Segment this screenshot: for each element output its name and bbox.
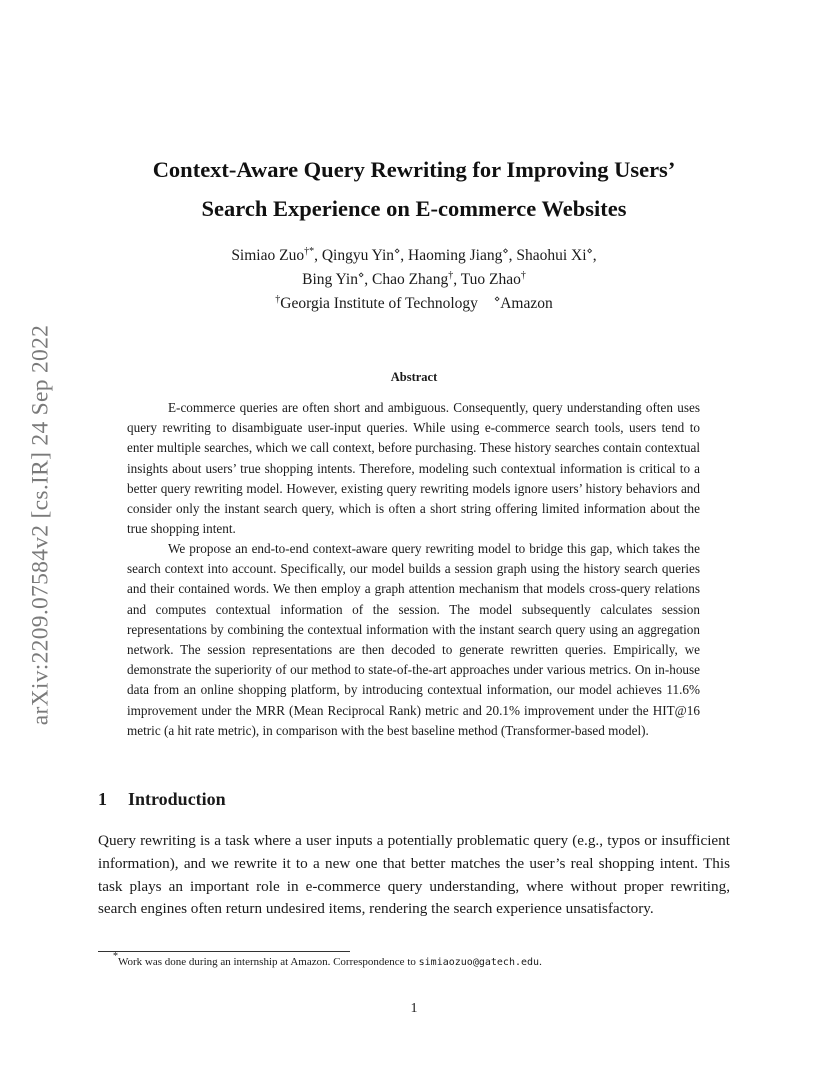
author-mark: ⋄ (357, 270, 365, 281)
affiliation-amazon: Amazon (500, 295, 553, 312)
author-mark: † (448, 270, 454, 281)
author-mark: † (520, 270, 526, 281)
paper-title-line-2: Search Experience on E-commerce Websites (201, 196, 627, 221)
author-line-2: Bing Yin⋄, Chao Zhang†, Tuo Zhao† (302, 270, 526, 288)
author-name: Chao Zhang (372, 271, 449, 288)
section-heading (98, 789, 226, 810)
affiliations (120, 292, 708, 316)
author-name: Bing Yin (302, 271, 358, 288)
author-mark: ⋄ (586, 246, 593, 257)
abstract-paragraph-text: E-commerce queries are often short and ambiguous. Consequently, query understanding often uses query rewriting to disambiguate user-input queries. While using e-commerce search tools, users tend to enter multiple searches, which we call context, before purchasing. These history searches contain contextual insights about users’ true shopping intents. Therefore, modeling such contextual information is critical to a better query rewriting model. However, existing query rewriting models ignore users’ history behaviors and consider only the instant search query, which is often a short string offering limited information about the true shopping intent. (127, 400, 700, 537)
abstract-paragraph-1 (127, 398, 700, 539)
author-line-1: Simiao Zuo†*, Qingyu Yin⋄, Haoming Jiang⋄, Shaohui Xi⋄, (231, 246, 597, 264)
author-name: Haoming Jiang (408, 247, 503, 264)
arxiv-identifier-stamp (23, 290, 59, 760)
footnote-rule (98, 951, 350, 952)
paper-title-line-1: Context-Aware Query Rewriting for Improving Users’ (152, 157, 676, 182)
affiliation-mark: † (275, 294, 281, 305)
author-name: Qingyu Yin (321, 247, 395, 264)
affiliation-georgia-tech: Georgia Institute of Technology (280, 295, 478, 312)
author-mark: ⋄ (394, 246, 401, 257)
footnote-end: . (539, 956, 542, 968)
footnote-text: Work was done during an internship at Amazon. Correspondence to (118, 956, 419, 968)
affiliation-mark: ⋄ (493, 294, 501, 305)
introduction-body (98, 830, 730, 921)
abstract-heading: Abstract (390, 370, 438, 384)
page-number: 1 (410, 1001, 418, 1016)
introduction-paragraph: Query rewriting is a task where a user inputs a potentially problematic query (e.g., typos or insufficient information), and we rewrite it to a new one that better matches the user’s real shopping intent. This task plays an important role in e-commerce query understanding, where without proper rewriting, search engines often return undesired items, rendering the search experience unsatisfactory. (98, 832, 730, 918)
arxiv-identifier-text: arXiv:2209.07584v2 [cs.IR] 24 Sep 2022 (27, 324, 54, 726)
footnote (113, 951, 733, 971)
author-name: Tuo Zhao (460, 271, 521, 288)
author-mark: †* (304, 246, 315, 257)
author-name: Simiao Zuo (231, 247, 305, 264)
author-mark: ⋄ (502, 246, 509, 257)
section-title: Introduction (128, 789, 226, 809)
author-name: Shaohui Xi (516, 247, 587, 264)
footnote-mark: * (113, 951, 118, 962)
section-number: 1 (98, 789, 107, 809)
abstract-paragraph-2 (127, 539, 700, 741)
abstract-paragraph-text: We propose an end-to-end context-aware query rewriting model to bridge this gap, which takes the search context into account. Specifically, our model builds a session graph using the history search queries and their contained words. We then employ a graph attention mechanism that models cross-query relations and computes contextual information of the session. The model subsequently calculates session representations by combining the contextual information with the instant search query using an aggregation network. The session representations are then decoded to generate rewritten queries. Empirically, we demonstrate the superiority of our method to state-of-the-art approaches under various metrics. On in-house data from an online shopping platform, by introducing contextual information, our model achieves 11.6% improvement under the MRR (Mean Reciprocal Rank) metric and 20.1% improvement under the HIT@16 metric (a hit rate metric), in comparison with the best baseline method (Transformer-based model). (127, 541, 700, 738)
footnote-email: simiaozuo@gatech.edu (418, 957, 540, 968)
